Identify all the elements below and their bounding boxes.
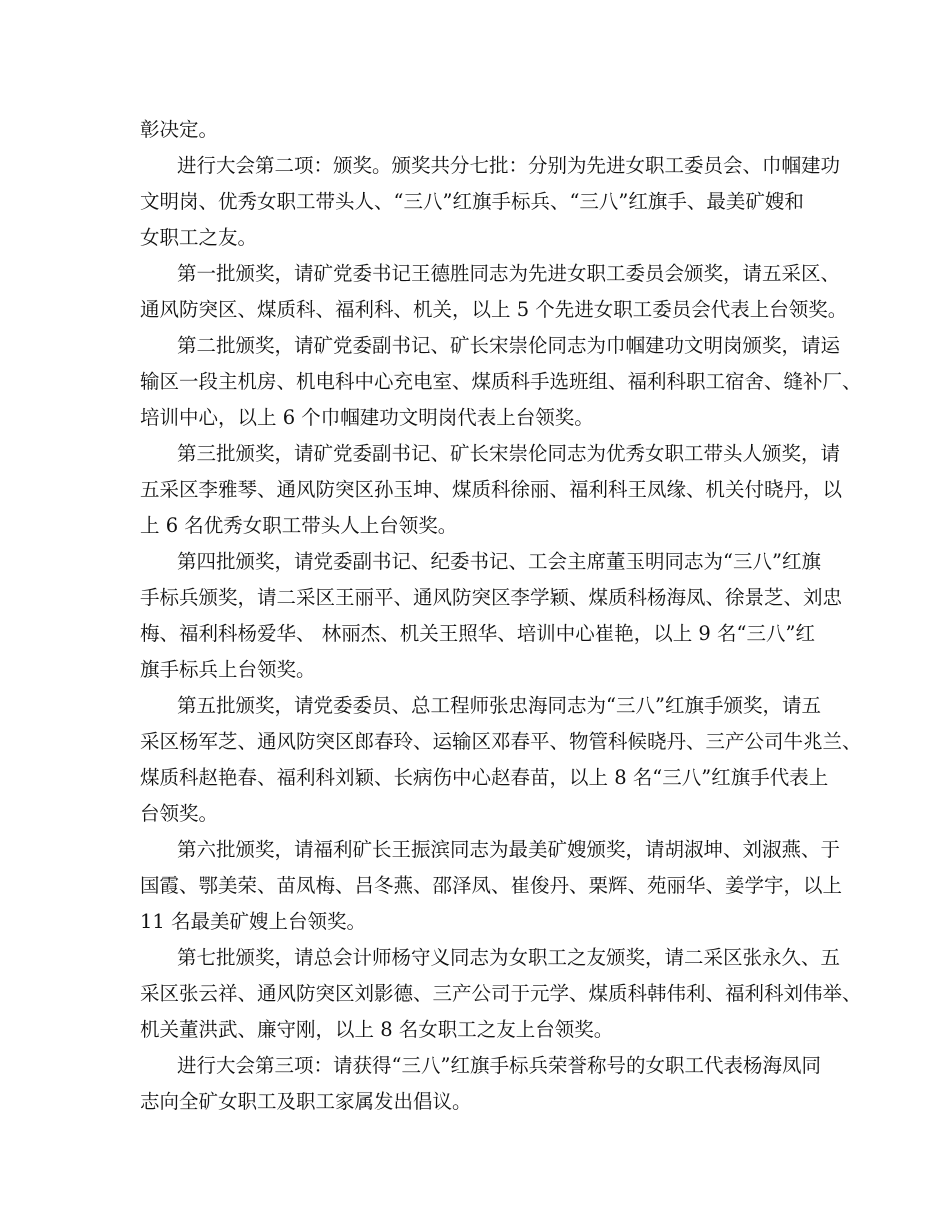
text-line: 煤质科赵艳春、福利科刘颖、长病伤中心赵春苗，以上 8 名“三八”红旗手代表上: [140, 766, 829, 789]
text-line: 台领奖。: [140, 802, 219, 825]
paragraph-start-line: 第五批颁奖，请党委委员、总工程师张忠海同志为“三八”红旗手颁奖，请五: [177, 694, 821, 717]
text-line: 国霞、鄂美荣、苗凤梅、吕冬燕、邵泽凤、崔俊丹、栗辉、苑丽华、姜学宇，以上: [140, 874, 843, 897]
text-line: 梅、福利科杨爱华、 林丽杰、机关王照华、培训中心崔艳，以上 9 名“三八”红: [140, 622, 815, 645]
text-line: 11 名最美矿嫂上台领奖。: [140, 910, 367, 933]
paragraph-start-line: 第七批颁奖，请总会计师杨守义同志为女职工之友颁奖，请二采区张永久、五: [177, 946, 841, 969]
text-line: 输区一段主机房、机电科中心充电室、煤质科手选班组、福利科职工宿舍、缝补厂、: [140, 370, 862, 393]
text-line: 机关董洪武、廉守刚，以上 8 名女职工之友上台领奖。: [140, 1018, 614, 1041]
text-line: 旗手标兵上台领奖。: [140, 658, 316, 681]
text-line: 文明岗、优秀女职工带头人、“三八”红旗手标兵、“三八”红旗手、最美矿嫂和: [140, 190, 804, 213]
paragraph-start-line: 进行大会第三项：请获得“三八”红旗手标兵荣誉称号的女职工代表杨海凤同: [177, 1054, 821, 1077]
paragraph-start-line: 进行大会第二项：颁奖。颁奖共分七批：分别为先进女职工委员会、巾帼建功: [177, 154, 841, 177]
text-line: 培训中心，以上 6 个巾帼建功文明岗代表上台领奖。: [140, 406, 594, 429]
text-line: 手标兵颁奖，请二采区王丽平、通风防突区李学颖、煤质科杨海凤、徐景芝、刘忠: [140, 586, 843, 609]
paragraph-start-line: 第三批颁奖，请矿党委副书记、矿长宋崇伦同志为优秀女职工带头人颁奖，请: [177, 442, 841, 465]
paragraph-start-line: 第二批颁奖，请矿党委副书记、矿长宋崇伦同志为巾帼建功文明岗颁奖，请运: [177, 334, 841, 357]
text-line: 五采区李雅琴、通风防突区孙玉坤、煤质科徐丽、福利科王凤缘、机关付晓丹，以: [140, 478, 843, 501]
text-line: 通风防突区、煤质科、福利科、机关，以上 5 个先进女职工委员会代表上台领奖。: [140, 298, 848, 321]
text-line: 志向全矿女职工及职工家属发出倡议。: [140, 1090, 472, 1113]
text-line: 女职工之友。: [140, 226, 258, 249]
paragraph-start-line: 第四批颁奖，请党委副书记、纪委书记、工会主席董玉明同志为“三八”红旗: [177, 550, 821, 573]
paragraph-start-line: 第六批颁奖，请福利矿长王振滨同志为最美矿嫂颁奖，请胡淑坤、刘淑燕、于: [177, 838, 841, 861]
text-line: 彰决定。: [140, 118, 219, 141]
text-line: 上 6 名优秀女职工带头人上台领奖。: [140, 514, 458, 537]
text-line: 采区张云祥、通风防突区刘影德、三产公司于元学、煤质科韩伟利、福利科刘伟举、: [140, 982, 862, 1005]
text-line: 采区杨军芝、通风防突区郎春玲、运输区邓春平、物管科候晓丹、三产公司牛兆兰、: [140, 730, 862, 753]
document-body: [140, 112, 862, 1120]
paragraph-start-line: 第一批颁奖，请矿党委书记王德胜同志为先进女职工委员会颁奖，请五采区、: [177, 262, 841, 285]
